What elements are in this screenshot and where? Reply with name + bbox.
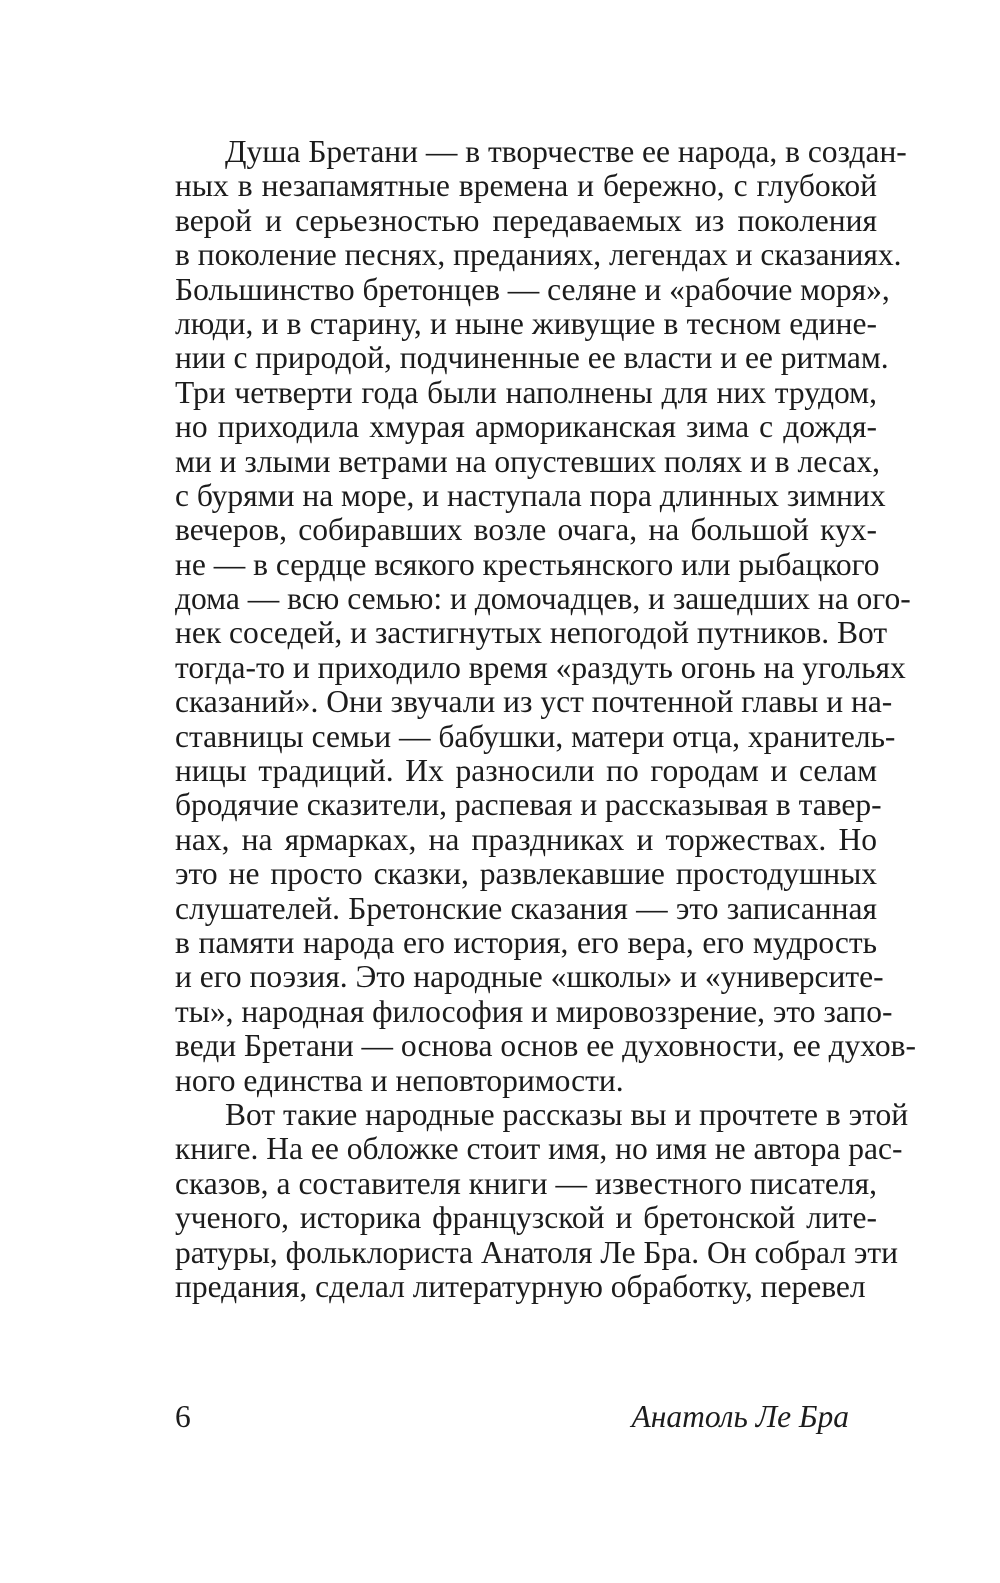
text-line: Три четверти года были наполнены для них трудом,	[175, 374, 877, 410]
text-line: и его поэзия. Это народные «школы» и «университе-	[175, 959, 884, 995]
text-line: слушателей. Бретонские сказания — это записанная	[175, 890, 877, 926]
text-line: люди, и в старину, и ныне живущие в тесном едине-	[175, 305, 877, 341]
text-line: ратуры, фольклориста Анатоля Ле Бра. Он собрал эти	[175, 1234, 898, 1270]
paragraph	[175, 134, 917, 1098]
text-line: ницы традиций. Их разносили по городам и селам	[175, 753, 877, 789]
text-line: тогда-то и приходило время «раздуть огонь на угольях	[175, 649, 906, 685]
text-line: Вот такие народные рассказы вы и прочтете в этой	[225, 1096, 909, 1132]
text-line: ми и злыми ветрами на опустевших полях и в лесах,	[175, 443, 880, 479]
text-line: в памяти народа его история, его вера, его мудрость	[175, 924, 877, 960]
text-line: это не просто сказки, развлекавшие простодушных	[175, 856, 877, 892]
text-line: вечеров, собиравших возле очага, на большой кух-	[175, 512, 877, 548]
text-line: книге. На ее обложке стоит имя, но имя не автора рас-	[175, 1131, 903, 1167]
paragraph	[175, 1096, 909, 1304]
text-line: ставницы семьи — бабушки, матери отца, хранитель-	[175, 718, 896, 754]
text-line: веди Бретани — основа основ ее духовности, ее духов-	[175, 1028, 917, 1064]
text-line: сказов, а составителя книги — известного писателя,	[175, 1165, 877, 1201]
text-line: Большинство бретонцев — селяне и «рабочие моря»,	[175, 271, 890, 307]
text-line: ного единства и неповторимости.	[175, 1062, 624, 1098]
text-line: не — в сердце всякого крестьянского или рыбацкого	[175, 546, 880, 582]
page-footer	[175, 1397, 877, 1437]
text-line: ных в незапамятные времена и бережно, с глубокой	[175, 168, 877, 204]
text-line: нек соседей, и застигнутых непогодой путников. Вот	[175, 615, 888, 651]
text-line: но приходила хмурая арморикaнская зима с дождя-	[175, 409, 877, 445]
running-head-author: Анатоль Ле Бра	[631, 1399, 849, 1434]
text-line: нах, на ярмарках, на праздниках и торжествах. Но	[175, 821, 877, 857]
text-line: верой и серьезностью передаваемых из поколения	[175, 202, 877, 238]
text-line: ты», народная философия и мировоззрение, это запо-	[175, 993, 893, 1029]
body-text	[175, 134, 917, 1304]
text-line: предания, сделал литературную обработку, перевел	[175, 1268, 866, 1304]
text-line: сказаний». Они звучали из уст почтенной главы и на-	[175, 684, 893, 720]
text-line: ученого, историка французской и бретонской лите-	[175, 1200, 877, 1236]
text-line: бродячие сказители, распевая и рассказывая в тавер-	[175, 787, 882, 823]
text-line: в поколение песнях, преданиях, легендах и сказаниях.	[175, 237, 902, 273]
text-line: с бурями на море, и наступала пора длинных зимних	[175, 477, 886, 513]
text-line: дома — всю семью: и домочадцев, и зашедших на ого-	[175, 581, 911, 617]
text-line: нии с природой, подчиненные ее власти и ее ритмам.	[175, 340, 889, 376]
page-number: 6	[175, 1399, 191, 1434]
text-line: Душа Бретани — в творчестве ее народа, в создан-	[225, 134, 907, 169]
